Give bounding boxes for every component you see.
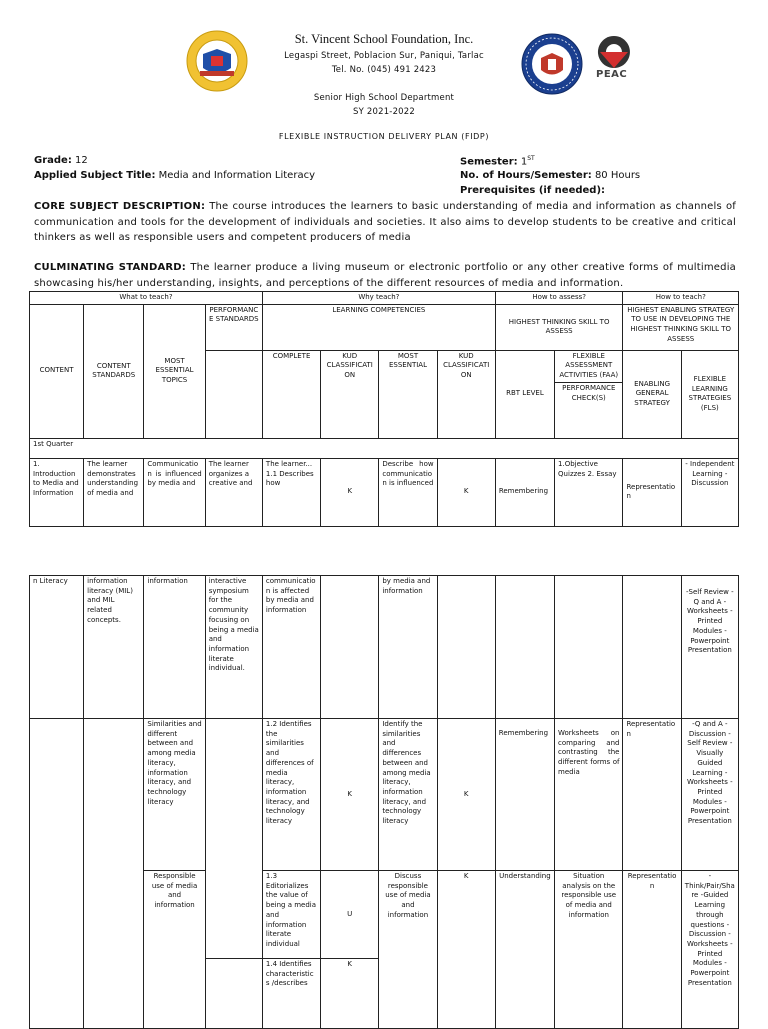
group-how-to-assess: How to assess? (495, 292, 623, 305)
r1-topic: information (144, 576, 205, 719)
row1-kud-2: K (437, 458, 495, 526)
peac-label: PEAC (596, 69, 628, 80)
row1-complete: The learner... 1.1 Describes how (262, 458, 320, 526)
r2-egs: Representation (623, 719, 681, 871)
row1-fls: - Independent Learning -Discussion (681, 458, 738, 526)
subject-value: Media and Information Literacy (158, 170, 315, 181)
grade-value: 12 (75, 155, 88, 166)
core-description (34, 199, 736, 246)
hours-label: No. of Hours/Semester: (460, 170, 592, 181)
semester-value: 1 (520, 156, 528, 168)
school-tel: Tel. No. (045) 491 2423 (331, 65, 437, 75)
culminating-standard (34, 260, 736, 291)
row1-kud-1: K (321, 458, 379, 526)
head-content: CONTENT (30, 304, 84, 438)
r4-performance (205, 959, 262, 1029)
r2-fls: -Q and A -Discussion -Self Review -Visually Guided Learning -Worksheets - Printed Modules -Powerpoint Presentation (681, 719, 738, 871)
core-label: CORE SUBJECT DESCRIPTION: (34, 201, 206, 212)
row1-rbt: Remembering (495, 458, 554, 526)
school-year: SY 2021-2022 (352, 107, 416, 117)
r2-rbt: Remembering (495, 719, 554, 871)
row1-topic: Communication is influenced by media and (144, 458, 205, 526)
row1-egs: Representation (623, 458, 681, 526)
r1-faa (555, 576, 623, 719)
head-performance-standards: PERFORMANCE STANDARDS (205, 304, 262, 350)
r3-complete: 1.3 Editorializes the value of being a media and information literate individual (262, 871, 320, 959)
r2-content (30, 719, 84, 1029)
subject-label: Applied Subject Title: (34, 170, 156, 181)
culminating-text: The learner produce a living museum or electronic portfolio or any other creative forms of multimedia showcasing his/her understanding, insights, and perceptions of the different resources of media and information. (34, 262, 737, 289)
r3-rbt: Understanding (495, 871, 554, 1029)
prereq-label: Prerequisites (if needed): (460, 185, 606, 196)
head-learning-competencies: LEARNING COMPETENCIES (262, 304, 495, 350)
head-highest-thinking-skill: HIGHEST THINKING SKILL TO ASSESS (495, 304, 623, 350)
head-faa: FLEXIBLE ASSESSMENT ACTIVITIES (FAA) (555, 350, 623, 382)
r1-kud-2 (437, 576, 495, 719)
head-enabling-general-strategy: ENABLING GENERAL STRATEGY (623, 350, 681, 438)
r2-kud-2: K (437, 719, 495, 871)
head-most-essential-topics: MOST ESSENTIAL TOPICS (144, 304, 205, 438)
r2-faa: Worksheets on comparing and contrasting the different forms of media (555, 719, 623, 871)
r3-kud-2: K (437, 871, 495, 1029)
semester-line (460, 155, 535, 167)
r4-complete: 1.4 Identifies characteristics /describes (262, 959, 320, 1029)
head-most-essential: MOST ESSENTIAL (379, 350, 437, 438)
r1-complete: communication is affected by media and information (262, 576, 320, 719)
r3-most-essential: Discuss responsible use of media and information (379, 871, 437, 1029)
head-kud-1: KUD CLASSIFICATION (321, 350, 379, 438)
r3-kud-1: U (321, 871, 379, 959)
head-highest-enabling-strategy: HIGHEST ENABLING STRATEGY TO USE IN DEVELOPING THE HIGHEST THINKING SKILL TO ASSESS (623, 304, 739, 350)
r4-kud-1: K (321, 959, 379, 1029)
subject-line (34, 170, 315, 181)
r3-egs: Representation (623, 871, 681, 1029)
r3-topic: Responsible use of media and information (144, 871, 205, 1029)
r2-most-essential: Identify the similarities and differences between and among media literacy, information literacy, and technology literacy (379, 719, 437, 871)
r3-fls: -Think/Pair/Share -Guided Learning through questions -Discussion -Worksheets - Printed Modules -Powerpoint Presentation (681, 871, 738, 1029)
row1-faa: 1.Objective Quizzes 2. Essay (555, 458, 623, 526)
head-rbt-level: RBT LEVEL (495, 350, 554, 438)
core-text: The course introduces the learners to basic understanding of media and information as channels of communication and tools for the development of individuals and societies. It also aims to develop students to be creative and critical thinkers as well as responsible users and competent producers of media (34, 201, 736, 243)
grade-line (34, 155, 88, 166)
school-address: Legaspi Street, Poblacion Sur, Paniqui, Tarlac (284, 51, 484, 61)
r2-complete: 1.2 Identifies the similarities and differences of media literacy, information literacy, and technology literacy (262, 719, 320, 871)
r2-content-standard (84, 719, 144, 1029)
r1-rbt (495, 576, 554, 719)
head-performance-blank (205, 350, 262, 438)
group-how-to-teach: How to teach? (623, 292, 739, 305)
r1-most-essential: by media and information (379, 576, 437, 719)
group-what-to-teach: What to teach? (30, 292, 263, 305)
school-name: St. Vincent School Foundation, Inc. (294, 32, 474, 46)
semester-sup: ST (527, 155, 535, 162)
group-why-teach: Why teach? (262, 292, 495, 305)
head-complete: COMPLETE (262, 350, 320, 438)
head-performance-check: PERFORMANCE CHECK(S) (555, 382, 623, 438)
quarter-label: 1st Quarter (30, 438, 739, 458)
fidp-table-continued (29, 575, 739, 1029)
semester-label: Semester: (460, 156, 518, 168)
grade-label: Grade: (34, 155, 72, 166)
head-fls: FLEXIBLE LEARNING STRATEGIES (FLS) (681, 350, 738, 438)
r1-content-standard: information literacy (MIL) and MIL related concepts. (84, 576, 144, 719)
r1-content: n Literacy (30, 576, 84, 719)
fidp-table-top (29, 291, 739, 527)
r1-performance: interactive symposium for the community focusing on being a media and information literate individual. (205, 576, 262, 719)
r3-faa: Situation analysis on the responsible use of media and information (555, 871, 623, 1029)
r1-kud-1 (321, 576, 379, 719)
r2-performance (205, 719, 262, 959)
row1-most-essential: Describe how communication is influenced (379, 458, 437, 526)
row1-content-standard: The learner demonstrates understanding of media and (84, 458, 144, 526)
r1-fls: -Self Review -Q and A -Worksheets - Printed Modules -Powerpoint Presentation (681, 576, 738, 719)
row1-content: 1. Introduction to Media and Information (30, 458, 84, 526)
hours-value: 80 Hours (594, 170, 641, 181)
r2-kud-1: K (321, 719, 379, 871)
r2-topic: Similarities and different between and among media literacy, information literacy, and technology literacy (144, 719, 205, 871)
prereq-line (460, 185, 605, 196)
document-title: FLEXIBLE INSTRUCTION DELIVERY PLAN (FIDP) (278, 132, 490, 141)
r1-egs (623, 576, 681, 719)
head-kud-2: KUD CLASSIFICATION (437, 350, 495, 438)
hours-line (460, 170, 640, 181)
culminating-label: CULMINATING STANDARD: (34, 262, 187, 273)
department: Senior High School Department (313, 93, 455, 103)
row1-performance: The learner organizes a creative and (205, 458, 262, 526)
head-content-standards: CONTENT STANDARDS (84, 304, 144, 438)
